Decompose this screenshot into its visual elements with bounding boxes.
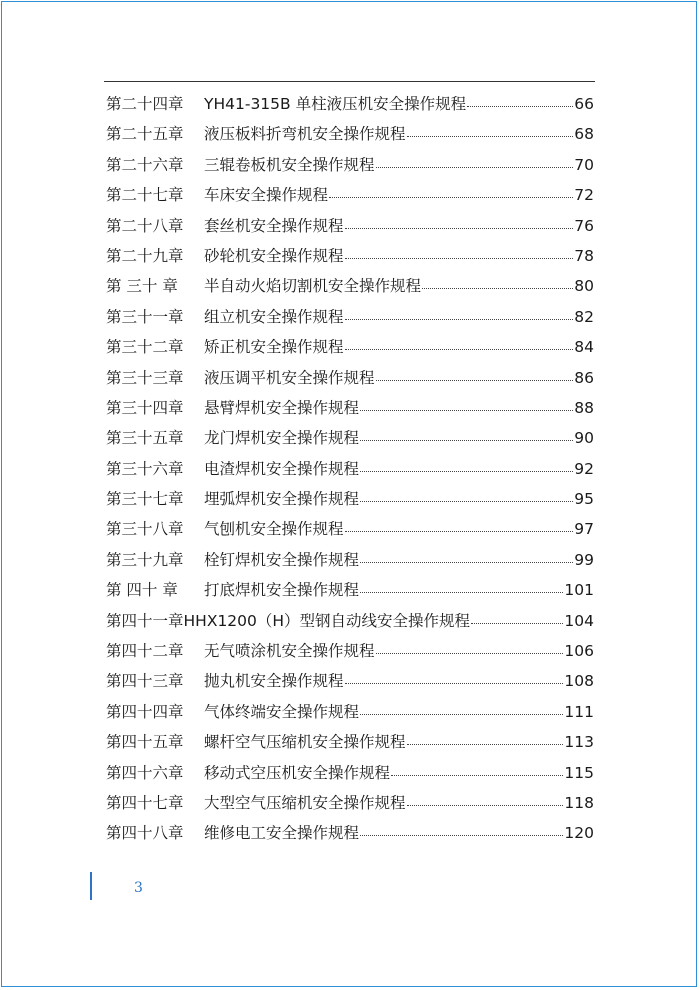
toc-page-number: 99 <box>574 550 594 569</box>
toc-entry[interactable] <box>106 241 594 271</box>
toc-page-number: 78 <box>574 246 594 265</box>
toc-title: 半自动火焰切割机安全操作规程 <box>204 277 422 296</box>
header-rule <box>104 81 595 82</box>
toc-entry[interactable] <box>106 606 594 636</box>
toc-chapter-label: 第四十五章 <box>106 733 184 752</box>
toc-entry[interactable] <box>106 788 594 818</box>
toc-dot-leader <box>360 501 573 502</box>
toc-entry[interactable] <box>106 697 594 727</box>
toc-dot-leader <box>407 136 574 137</box>
toc-entry[interactable] <box>106 514 594 544</box>
toc-dot-leader <box>376 380 574 381</box>
toc-title: 龙门焊机安全操作规程 <box>204 429 360 448</box>
toc-title: HHX1200（H）型钢自动线安全操作规程 <box>183 611 471 630</box>
toc-title: 维修电工安全操作规程 <box>204 824 360 843</box>
toc-title: 埋弧焊机安全操作规程 <box>204 490 360 509</box>
toc-title: 电渣焊机安全操作规程 <box>204 459 360 478</box>
toc-chapter-label: 第四十一章 <box>106 611 184 630</box>
toc-page-number: 111 <box>564 702 594 721</box>
toc-page-number: 82 <box>574 307 594 326</box>
toc-chapter-label: 第四十二章 <box>106 642 184 661</box>
toc-chapter-label: 第四十三章 <box>106 672 184 691</box>
toc-entry[interactable] <box>106 727 594 757</box>
toc-dot-leader <box>391 775 563 776</box>
toc-dot-leader <box>360 835 563 836</box>
toc-entry[interactable] <box>106 575 594 605</box>
toc-entry[interactable] <box>106 484 594 514</box>
toc-title: 栓钉焊机安全操作规程 <box>204 550 360 569</box>
toc-title: 三辊卷板机安全操作规程 <box>204 155 375 174</box>
toc-title: 打底焊机安全操作规程 <box>204 581 360 600</box>
toc-dot-leader <box>360 562 573 563</box>
toc-dot-leader <box>376 167 574 168</box>
toc-title: 悬臂焊机安全操作规程 <box>204 398 360 417</box>
table-of-contents <box>106 89 594 849</box>
toc-chapter-label: 第三十五章 <box>106 429 184 448</box>
toc-chapter-label: 第 三十 章 <box>106 277 178 296</box>
toc-title: 气体终端安全操作规程 <box>204 702 360 721</box>
toc-title: 液压调平机安全操作规程 <box>204 368 375 387</box>
toc-title: YH41-315B 单柱液压机安全操作规程 <box>204 95 467 113</box>
toc-dot-leader <box>329 197 573 198</box>
toc-chapter-label: 第二十四章 <box>106 95 184 113</box>
toc-chapter-label: 第二十七章 <box>106 186 184 205</box>
toc-chapter-label: 第二十八章 <box>106 216 184 235</box>
toc-entry[interactable] <box>106 545 594 575</box>
toc-title: 大型空气压缩机安全操作规程 <box>204 793 406 812</box>
toc-dot-leader <box>345 319 574 320</box>
toc-entry[interactable] <box>106 89 594 119</box>
toc-title: 砂轮机安全操作规程 <box>204 246 344 265</box>
toc-dot-leader <box>471 623 563 624</box>
toc-chapter-label: 第三十六章 <box>106 459 184 478</box>
toc-entry[interactable] <box>106 666 594 696</box>
toc-title: 液压板料折弯机安全操作规程 <box>204 125 406 144</box>
toc-chapter-label: 第三十一章 <box>106 307 184 326</box>
toc-title: 螺杆空气压缩机安全操作规程 <box>204 733 406 752</box>
toc-chapter-label: 第四十四章 <box>106 702 184 721</box>
toc-title: 矫正机安全操作规程 <box>204 338 344 357</box>
toc-chapter-label: 第三十四章 <box>106 398 184 417</box>
toc-entry[interactable] <box>106 758 594 788</box>
toc-chapter-label: 第二十六章 <box>106 155 184 174</box>
toc-entry[interactable] <box>106 423 594 453</box>
toc-page-number: 66 <box>574 95 594 113</box>
toc-dot-leader <box>407 805 564 806</box>
toc-dot-leader <box>345 258 574 259</box>
toc-chapter-label: 第三十八章 <box>106 520 184 539</box>
toc-page-number: 84 <box>574 338 594 357</box>
toc-dot-leader <box>376 653 564 654</box>
toc-chapter-label: 第四十八章 <box>106 824 184 843</box>
toc-chapter-label: 第三十九章 <box>106 550 184 569</box>
toc-page-number: 92 <box>574 459 594 478</box>
toc-entry[interactable] <box>106 393 594 423</box>
toc-dot-leader <box>360 592 563 593</box>
toc-dot-leader <box>345 531 574 532</box>
toc-chapter-label: 第二十五章 <box>106 125 184 144</box>
toc-title: 车床安全操作规程 <box>204 186 329 205</box>
toc-title: 移动式空压机安全操作规程 <box>204 763 391 782</box>
toc-chapter-label: 第 四十 章 <box>106 581 178 600</box>
toc-entry[interactable] <box>106 332 594 362</box>
toc-entry[interactable] <box>106 302 594 332</box>
toc-page-number: 72 <box>574 186 594 205</box>
toc-dot-leader <box>345 349 574 350</box>
toc-page-number: 95 <box>574 490 594 509</box>
toc-title: 气刨机安全操作规程 <box>204 520 344 539</box>
toc-page-number: 86 <box>574 368 594 387</box>
toc-dot-leader <box>467 106 573 107</box>
toc-page-number: 88 <box>574 398 594 417</box>
toc-dot-leader <box>422 288 573 289</box>
toc-chapter-label: 第三十三章 <box>106 368 184 387</box>
toc-page-number: 104 <box>564 611 594 630</box>
toc-entry[interactable] <box>106 150 594 180</box>
toc-dot-leader <box>345 683 564 684</box>
toc-chapter-label: 第二十九章 <box>106 246 184 265</box>
toc-page-number: 97 <box>574 520 594 539</box>
toc-chapter-label: 第三十二章 <box>106 338 184 357</box>
toc-page-number: 106 <box>564 642 594 661</box>
toc-page-number: 76 <box>574 216 594 235</box>
toc-entry[interactable] <box>106 180 594 210</box>
toc-entry[interactable] <box>106 271 594 301</box>
toc-dot-leader <box>360 440 573 441</box>
toc-page-number: 113 <box>564 733 594 752</box>
toc-page-number: 108 <box>564 672 594 691</box>
toc-title: 无气喷涂机安全操作规程 <box>204 642 375 661</box>
toc-title: 套丝机安全操作规程 <box>204 216 344 235</box>
toc-dot-leader <box>407 744 564 745</box>
toc-dot-leader <box>360 714 563 715</box>
toc-title: 抛丸机安全操作规程 <box>204 672 344 691</box>
toc-entry[interactable] <box>106 211 594 241</box>
toc-entry[interactable] <box>106 119 594 149</box>
toc-page-number: 115 <box>564 763 594 782</box>
toc-chapter-label: 第四十七章 <box>106 793 184 812</box>
toc-page-number: 68 <box>574 125 594 144</box>
toc-page-number: 90 <box>574 429 594 448</box>
toc-entry[interactable] <box>106 454 594 484</box>
toc-entry[interactable] <box>106 363 594 393</box>
toc-entry[interactable] <box>106 818 594 848</box>
toc-chapter-label: 第三十七章 <box>106 490 184 509</box>
toc-page-number: 118 <box>564 793 594 812</box>
toc-dot-leader <box>360 471 573 472</box>
toc-dot-leader <box>360 410 573 411</box>
toc-entry[interactable] <box>106 636 594 666</box>
toc-page-number: 120 <box>564 824 594 843</box>
toc-page-number: 70 <box>574 155 594 174</box>
toc-chapter-label: 第四十六章 <box>106 763 184 782</box>
footer-accent-bar <box>90 872 92 900</box>
toc-page-number: 101 <box>564 581 594 600</box>
page-number: 3 <box>134 880 143 896</box>
toc-page-number: 80 <box>574 277 594 296</box>
toc-dot-leader <box>345 228 574 229</box>
toc-title: 组立机安全操作规程 <box>204 307 344 326</box>
